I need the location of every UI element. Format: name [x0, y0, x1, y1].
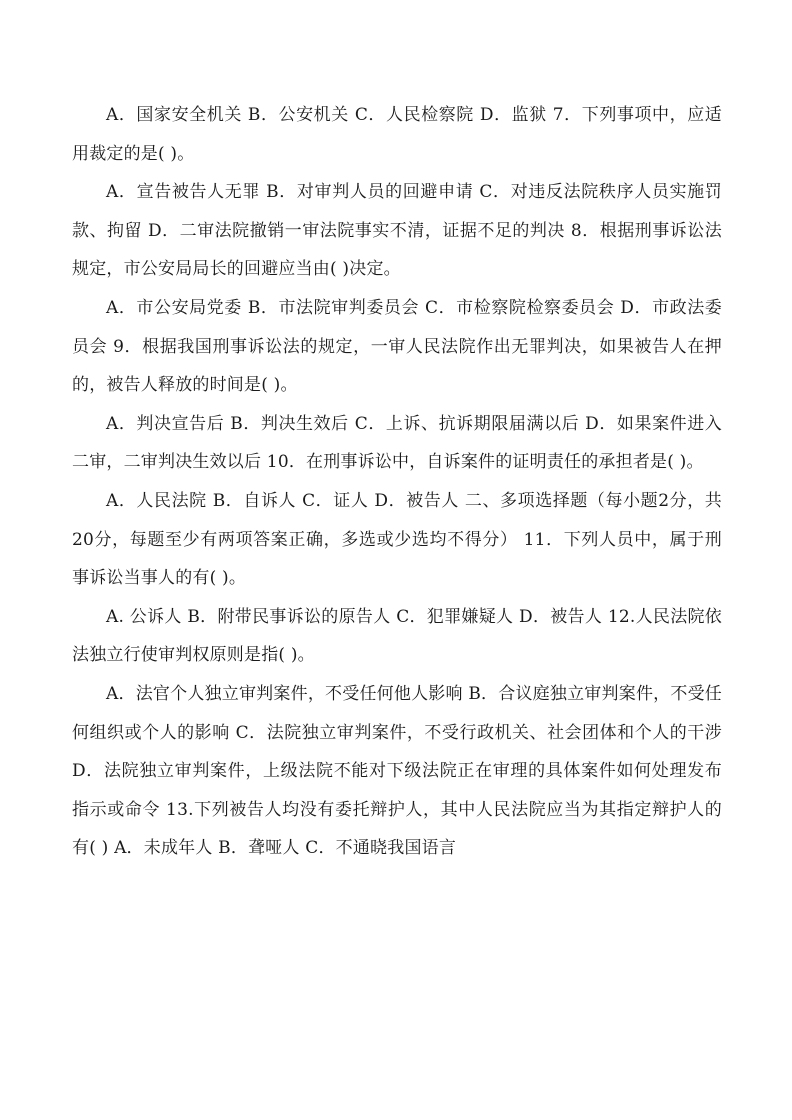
paragraph-question-13: A．法官个人独立审判案件，不受任何他人影响 B．合议庭独立审判案件，不受任何组织或个人的影响 C．法院独立审判案件，不受行政机关、社会团体和个人的干涉 D．法院独立审判案件，上级法院不能对下级法院正在审理的具体案件如何处理发布指示或命令 13.下列被告人均没有委托辩护人，其中人民法院应当为其指定辩护人的有( ) A．未成年人 B．聋哑人 C．不通晓我国语言	[72, 683, 722, 859]
document-page	[72, 96, 722, 868]
paragraph-question-11: A．人民法院 B．自诉人 C．证人 D．被告人 二、多项选择题（每小题2分，共20分，每题至少有两项答案正确，多选或少选均不得分） 11．下列人员中，属于刑事诉讼当事人的有( )。	[72, 490, 722, 589]
paragraph-question-7: A．国家安全机关 B．公安机关 C．人民检察院 D．监狱 7．下列事项中，应适用裁定的是( )。	[72, 105, 722, 164]
paragraph-question-9: A．市公安局党委 B．市法院审判委员会 C．市检察院检察委员会 D．市政法委员会 9．根据我国刑事诉讼法的规定，一审人民法院作出无罪判决，如果被告人在押的，被告人释放的时间是( )。	[72, 297, 722, 396]
paragraph-question-12: A. 公诉人 B．附带民事诉讼的原告人 C．犯罪嫌疑人 D．被告人 12.人民法院依法独立行使审判权原则是指( )。	[72, 606, 722, 666]
paragraph-question-8: A．宣告被告人无罪 B．对审判人员的回避申请 C．对违反法院秩序人员实施罚款、拘留 D．二审法院撤销一审法院事实不清，证据不足的判决 8．根据刑事诉讼法规定，市公安局局长的回避应当由( )决定。	[72, 182, 722, 280]
paragraph-question-10: A．判决宣告后 B．判决生效后 C．上诉、抗诉期限届满以后 D．如果案件进入二审，二审判决生效以后 10．在刑事诉讼中，自诉案件的证明责任的承担者是( )。	[72, 413, 722, 473]
